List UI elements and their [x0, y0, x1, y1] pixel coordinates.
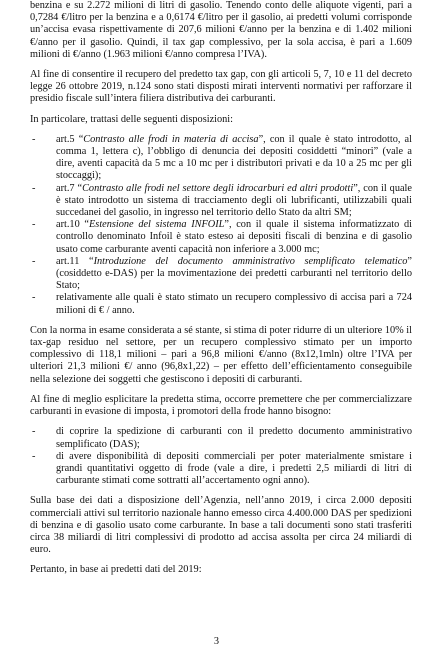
dash-bullet: - — [32, 292, 36, 304]
provisions-list — [30, 134, 412, 317]
paragraph-decree: Al fine di consentire il recupero del predetto tax gap, con gli articoli 5, 7, 10 e 11 del decreto legge 26 ottobre 2019, n.124 sono stati disposti mirati interventi normativi per rafforzare il presidio fiscale sull’intera filiera distributiva dei carburanti. — [30, 69, 412, 105]
list-item: - art.10 “Estensione del sistema INFOIL”, con il quale il sistema informatizzato di controllo denominato Infoil è stato esteso ai depositi fiscali di benzina e di gasolio usato come carburante aventi capacità non inferiore a 3.000 mc; — [32, 219, 412, 255]
dash-bullet: - — [32, 219, 36, 231]
fraud-needs-list — [30, 426, 412, 487]
dash-bullet: - — [32, 426, 36, 438]
paragraph-estimate: Con la norma in esame considerata a sé stante, si stima di poter ridurre di un ulteriore 10% il tax-gap residuo nel settore, per un recupero complessivo stimato per un importo complessivo di 118,1 milioni – pari a 96,8 milioni €/anno (8x12,1mln) oltre l’IVA per ulteriori 21,3 milioni €/ anno (96,8x1,22) – per effetto dell’efficientamento conseguibile nella selezione dei soggetti che gestiscono i depositi di carburanti. — [30, 324, 412, 385]
paragraph-agency-data: Sulla base dei dati a disposizione dell’Agenzia, nell’anno 2019, i circa 2.000 depositi commerciali attivi sul territorio nazionale hanno emesso circa 4.400.000 DAS per spedizioni di benzina e di gasolio usato come carburante. In base a tali documenti sono stati trasferiti circa 38 miliardi di litri complessivi di prodotto ad accisa assolta per circa 24 miliardi di euro. — [30, 495, 412, 556]
paragraph-conclusion: Pertanto, in base ai predetti dati del 2019: — [30, 564, 202, 576]
dash-bullet: - — [32, 255, 36, 267]
dash-bullet: - — [32, 133, 36, 145]
list-item: - art.11 “Introduzione del documento amministrativo semplificato telematico” (cosiddetto e-DAS) per la movimentazione dei predetti carburanti nel territorio dello Stato; — [32, 255, 412, 292]
page-number: 3 — [213, 636, 220, 647]
dash-bullet: - — [32, 182, 36, 194]
paragraph-premise: Al fine di meglio esplicitare la predetta stima, occorre premettere che per commercializzare carburanti in evasione di imposta, i promotori della frode hanno bisogno: — [30, 393, 412, 418]
list-item: - art.7 “Contrasto alle frodi nel settore degli idrocarburi ed altri prodotti”, con il quale è stato introdotto un sistema di tracciamento degli oli lubrificanti, utilizzabili quali succedanei del gasolio, in ingresso nel territorio dello Stato da altri SM; — [32, 182, 412, 219]
paragraph-tax-gap: benzina e su 2.272 milioni di litri di gasolio. Tenendo conto delle aliquote vigenti, pari a 0,7284 €/litro per la benzina e a 0,6174 €/litro per il gasolio, ai predetti volumi corrisponde un’accisa evasa rispettivamente di 207,6 milioni €/anno per la benzina e di 1.402 milioni €/anno per il gasolio. Quindi, il tax gap complessivo, per la sola accisa, è pari a 1.609 milioni di €/anno (1.963 milioni €/anno compresa l’IVA). — [30, 0, 412, 60]
dash-bullet: - — [32, 450, 36, 462]
list-item: - art.5 “Contrasto alle frodi in materia di accisa”, con il quale è stato introdotto, al comma 1, lettera c), l’obbligo di denuncia dei depositi cosiddetti “minori” (vale a dire, aventi capacità da 5 mc a 10 mc per i distributori privati e da 10 a 25 mc per gli stoccaggi); — [32, 133, 412, 182]
document-page — [30, 0, 412, 585]
list-item: - di coprire la spedizione di carburanti con il predetto documento amministrativo semplificato (DAS); — [32, 426, 412, 450]
list-item: - relativamente alle quali è stato stimato un recupero complessivo di accisa pari a 724 milioni di € / anno. — [32, 292, 412, 316]
paragraph-intro-list: In particolare, trattasi delle seguenti disposizioni: — [30, 113, 234, 125]
list-item: - di avere disponibilità di depositi commerciali per poter materialmente smistare i grandi quantitativi oggetto di frode (vale a dire, i predetti 2,5 miliardi di litri di carburante stimati come sottratti all’accertamento ogni anno). — [32, 450, 412, 487]
